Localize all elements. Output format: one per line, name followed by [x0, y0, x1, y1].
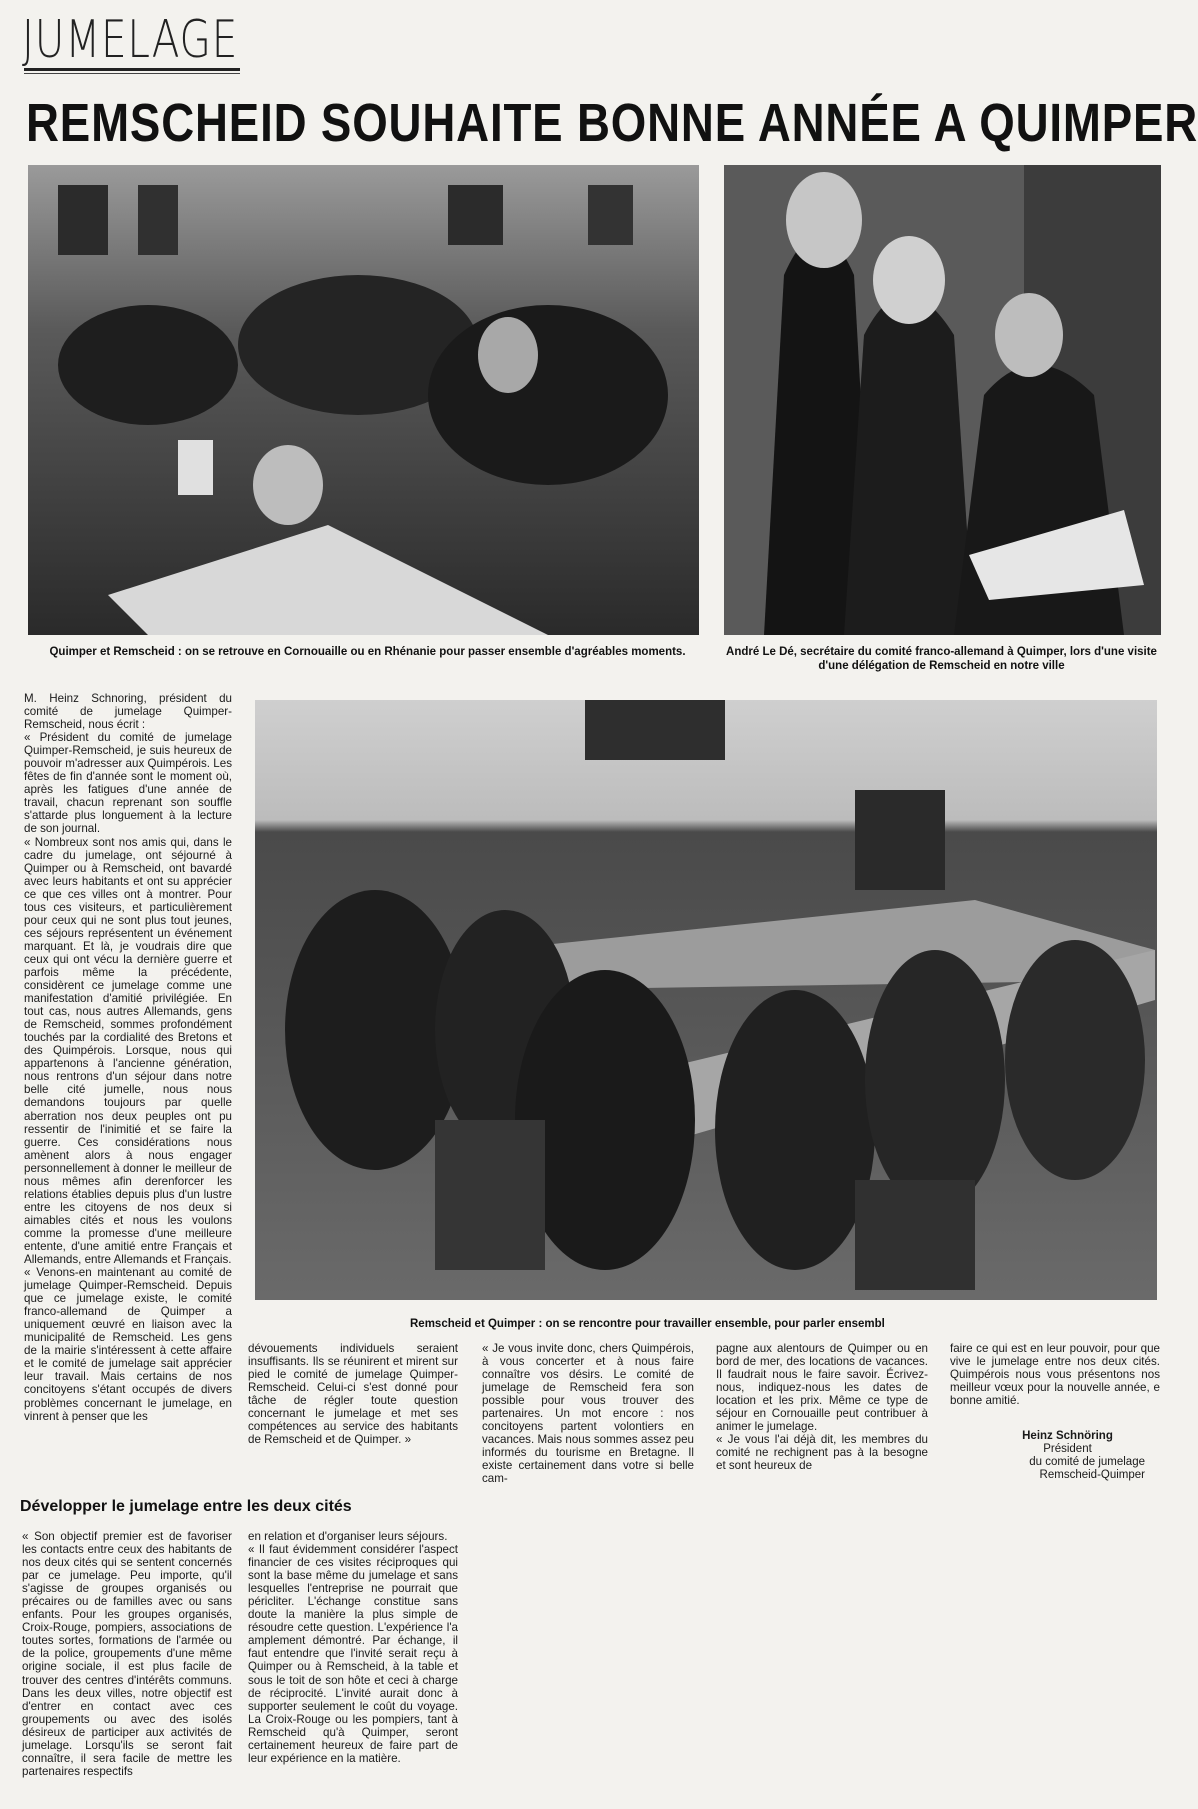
signature-name: Heinz Schnöring [1022, 1430, 1113, 1442]
article-column-5: faire ce qui est en leur pouvoir, pour que vive le jumelage entre nos deux cités. Quimpérois nous vous présentons nos meilleur vœux pour la nouvelle année, e bonne amitié. [950, 1342, 1164, 1408]
article-column-1: M. Heinz Schnoring, président du comité de jumelage Quimper-Remscheid, nous écrit : « Président du comité de jumelage Quimper-Remscheid, je suis heureux de pouvoir m'adresser aux Quimpérois. Les fêtes de fin d'année sont le moment où, après les fatigues d'une année de travail, chacun reprenant son souffle s'attarde plus longuement à la lecture de son journal. « Nombreux sont nos amis qui, dans le cadre du jumelage, ont séjourné à Quimper ou à Remscheid, ont bavardé avec leurs habitants et ont su apprécier ce que ces villes ont à montrer. Pour tous ces visiteurs, et particulièrement pour ceux qui ne sont plus tout jeunes, ces séjours représentent un événement marquant. Et là, je voudrais dire que ceux qui ont vécu la dernière guerre et parfois même la précédente, considèrent ce jumelage comme une manifestation d'amitié privilégiée. En tout cas, nous autres Allemands, gens de Remscheid, sommes profondément touchés par la cordialité des Bretons et des Quimpérois. Lorsque, nous qui appartenons à l'ancienne génération, nous rentrons d'un séjour dans notre belle cité jumelle, nous nous demandons toujours par quelle aberration nos deux peuples ont pu ressentir de l'inimitié et se faire la guerre. Ces considérations nous amènent alors à nous engager personnellement à donner le meilleur de nous mêmes afin derenforcer les relations établies depuis plus d'un lustre entre les citoyens de nos deux si aimables cités et nous les voulons comme la promesse d'une meilleure entente, d'une amitié entre Français et Allemands, entre Allemands et Français. « Venons-en maintenant au comité de jumelage Quimper-Remscheid. Depuis que ce jumelage existe, le comité franco-allemand de Quimper a uniquement œuvré en liaison avec la municipalité de Remscheid. Les gens de la mairie s'intéressent à cette affaire et le comité de jumelage sait apprécier leur travail. Mais certains de nos concitoyens s'étant occupés de divers problèmes concernant le jumelage, en vinrent à penser que les [24, 692, 232, 1423]
article-column-7: en relation et d'organiser leurs séjours. « Il faut évidemment considérer l'aspect financier de ces visites réciproques qui sont la base même du jumelage et sans lesquelles l'entreprise ne pourrait que péricliter. L'échange constitue sans doute la manière la plus simple de résoudre cette question. L'expérience l'a amplement démontré. Par échange, il faut entendre que l'invité serait reçu à Quimper ou à Remscheid, à la table et sous le toit de son hôte et ceci à charge de réciprocité. L'invité aurait donc à supporter seulement le coût du voyage. La Croix-Rouge ou les pompiers, tant à Remscheid qu'à Quimper, seront certainement heureux de faire part de leur expérience en la matière. [248, 1530, 458, 1765]
headline: REMSCHEID SOUHAITE BONNE ANNÉE A QUIMPER [26, 93, 1198, 153]
signature-org-2: Remscheid-Quimper [1039, 1469, 1145, 1481]
signature-block [950, 1430, 1145, 1482]
delegation-caption: André Le Dé, secrétaire du comité franco-allemand à Quimper, lors d'une visite d'une délégation de Remscheid en notre ville [726, 646, 1157, 672]
article-column-4: pagne aux alentours de Quimper ou en bord de mer, des locations de vacances. Il faudrait nous le faire savoir. Écrivez-nous, indiquez-nous les dates de location et les prix. Même ce type de séjour en Cornouaille peut contribuer à animer le jumelage. « Je vous l'ai déjà dit, les membres du comité ne rechignent pas à la besogne et sont heureux de [716, 1342, 928, 1473]
article-column-3: « Je vous invite donc, chers Quimpérois, à vous concerter et à nous faire connaître vos désirs. Le comité de jumelage de Remscheid fera son possible pour vous trouver des partenaires. Un mot encore : nos concitoyens partent volontiers en vacances. Mais nous sommes assez peu informés du tourisme en Bretagne. Il existe certainement dans votre si belle cam- [482, 1342, 698, 1486]
banquet-caption: Quimper et Remscheid : on se retrouve en Cornouaille ou en Rhénanie pour passer ensemble d'agréables moments. [49, 646, 686, 658]
subheading: Développer le jumelage entre les deux cités [20, 1498, 352, 1515]
rubric-rule [24, 68, 240, 71]
signature-org-1: du comité de jumelage [1029, 1456, 1145, 1468]
section-rubric: JUMELAGE [22, 10, 239, 70]
meeting-photo [255, 700, 1157, 1300]
delegation-photo [724, 165, 1161, 635]
meeting-caption: Remscheid et Quimper : on se rencontre pour travailler ensemble, pour parler ensembl [410, 1318, 885, 1330]
article-column-6: « Son objectif premier est de favoriser les contacts entre ceux des habitants de nos deux cités qui se sentent concernés par ce jumelage. Peu importe, qu'il s'agisse de groupes organisés ou précaires ou de familles avec ou sans enfants. Pour les groupes organisés, Croix-Rouge, pompiers, associations de toutes sortes, formations de l'armée ou de la police, groupements d'une même origine sociale, il est plus facile de trouver des centres d'intérêts communs. Dans les deux villes, notre objectif est d'entrer en contact avec ces groupements ou avec des isolés désireux de participer aux activités de jumelage. Lorsqu'ils se seront fait connaître, il sera facile de mettre les partenaires respectifs [22, 1530, 236, 1778]
signature-title: Président [1043, 1443, 1092, 1455]
article-column-2: dévouements individuels seraient insuffisants. Ils se réunirent et mirent sur pied le comité de jumelage Quimper-Remscheid. Celui-ci s'est donné pour tâche de régler toute question concernant le jumelage et met ses compétences au service des habitants de Remscheid et de Quimper. » [248, 1342, 462, 1447]
rubric-rule-thin [24, 73, 240, 74]
banquet-photo [28, 165, 699, 635]
